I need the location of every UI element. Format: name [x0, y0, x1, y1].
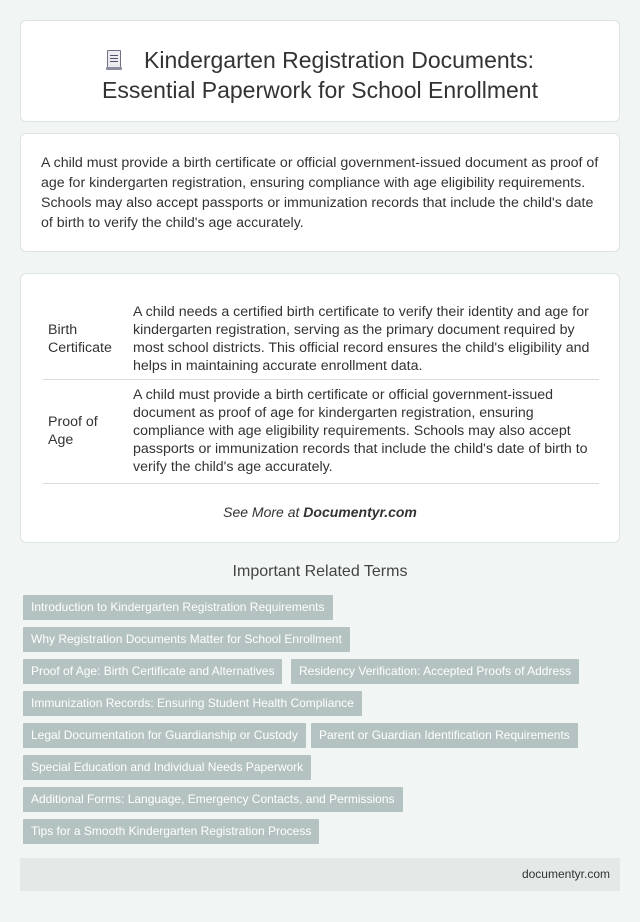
page-title-line-2: Essential Paperwork for School Enrollment	[102, 77, 538, 103]
footer	[20, 858, 620, 891]
footer-site[interactable]: documentyr.com	[521, 867, 610, 881]
related-term-tag[interactable]: Legal Documentation for Guardianship or Custody	[23, 723, 306, 748]
related-term-tag[interactable]: Parent or Guardian Identification Requirements	[311, 723, 578, 748]
intro-card	[20, 133, 620, 252]
related-term-tag[interactable]: Introduction to Kindergarten Registration Requirements	[23, 595, 333, 620]
table-row	[43, 380, 599, 484]
see-more-site[interactable]: Documentyr.com	[303, 504, 417, 520]
related-term-tag[interactable]: Additional Forms: Language, Emergency Contacts, and Permissions	[23, 787, 403, 812]
page-title-line-1: Kindergarten Registration Documents:	[144, 47, 534, 73]
related-term-tag[interactable]: Special Education and Individual Needs Paperwork	[23, 755, 311, 780]
table-row	[43, 298, 599, 380]
document-icon	[106, 50, 122, 70]
see-more-prefix: See More at	[223, 504, 304, 520]
intro-paragraph: A child must provide a birth certificate or official government-issued document as proof of age for kindergarten registration, ensuring compliance with age eligibility requirements. Schools may also accept passports or immunization records that include the child's date of birth to verify the child's age accurately.	[41, 155, 599, 231]
page-title	[21, 45, 619, 105]
related-term-tag[interactable]: Why Registration Documents Matter for School Enrollment	[23, 627, 350, 652]
title-card	[20, 20, 620, 122]
row-label-birth-certificate: Birth Certificate	[48, 322, 112, 356]
row-label-proof-of-age: Proof of Age	[48, 414, 98, 448]
related-term-tag[interactable]: Immunization Records: Ensuring Student Health Compliance	[23, 691, 362, 716]
row-text-birth-certificate: A child needs a certified birth certificate to verify their identity and age for kindergarten registration, serving as the primary document required by most school districts. This official record ensures the child's eligibility and helps in maintaining accurate enrollment data.	[133, 304, 590, 374]
related-term-tag[interactable]: Tips for a Smooth Kindergarten Registration Process	[23, 819, 319, 844]
related-term-tag[interactable]: Residency Verification: Accepted Proofs of Address	[291, 659, 579, 684]
related-term-tag[interactable]: Proof of Age: Birth Certificate and Alternatives	[23, 659, 282, 684]
row-text-proof-of-age: A child must provide a birth certificate or official government-issued document as proof of age for kindergarten registration, ensuring compliance with age eligibility requirements. Schools may also accept passports or immunization records that include the child's date of birth to verify the child's age accurately.	[133, 387, 588, 475]
details-table-card	[20, 273, 620, 543]
see-more-link[interactable]	[21, 504, 619, 520]
related-terms-heading: Important Related Terms	[232, 563, 408, 580]
